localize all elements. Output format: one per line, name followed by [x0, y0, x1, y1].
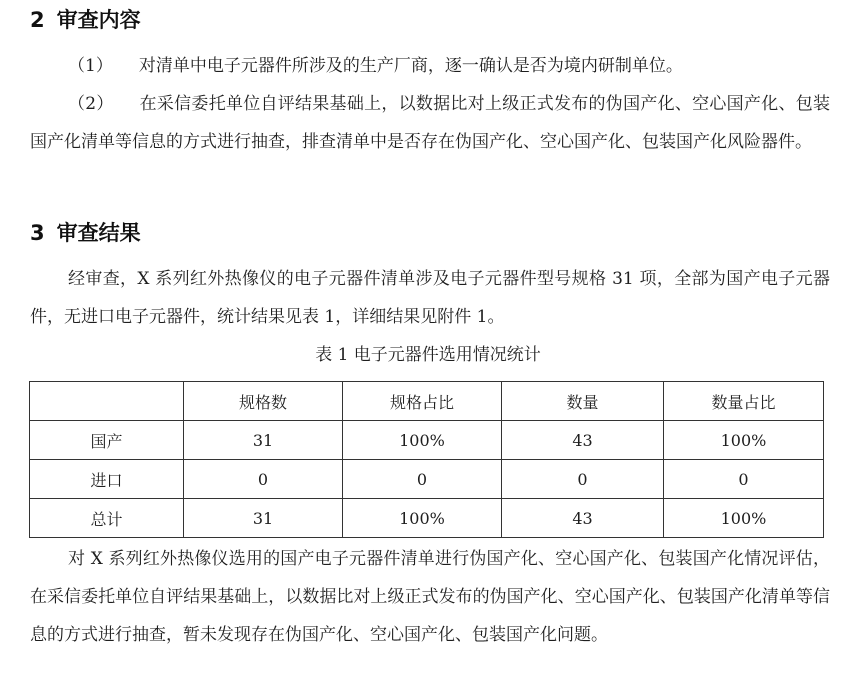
- table-cell: 0: [343, 460, 502, 499]
- table-cell: 100%: [664, 421, 824, 460]
- item-1-index: （1）: [68, 56, 113, 76]
- section-3-paragraph-2: 对 X 系列红外热像仪选用的国产电子元器件清单进行伪国产化、空心国产化、包装国产化情况评估，在采信委托单位自评结果基础上，以数据比对上级正式发布的伪国产化、空心国产化、包装国产化清单等信息的方式进行抽查，暂未发现存在伪国产化、空心国产化、包装国产化问题。: [30, 549, 830, 645]
- table-cell: 国产: [30, 421, 184, 460]
- table-header-cell: [30, 382, 184, 421]
- table-row: [30, 499, 824, 538]
- section-2-number: 2: [30, 8, 45, 32]
- table-header-cell: 数量占比: [664, 382, 824, 421]
- table-cell: 0: [184, 460, 343, 499]
- section-2-item-2: [30, 85, 830, 161]
- item-1-text: 对清单中电子元器件所涉及的生产厂商，逐一确认是否为境内研制单位。: [138, 56, 683, 76]
- section-2-title: 审查内容: [56, 8, 141, 32]
- table-cell: 100%: [343, 499, 502, 538]
- table-row: [30, 460, 824, 499]
- section-3-title: 审查结果: [56, 221, 141, 245]
- table-cell: 31: [184, 421, 343, 460]
- section-3-heading: [30, 219, 141, 247]
- table-header-cell: 数量: [502, 382, 664, 421]
- table-header-cell: 规格占比: [343, 382, 502, 421]
- section-3-number: 3: [30, 221, 45, 245]
- table-cell: 进口: [30, 460, 184, 499]
- section-2-heading: [30, 6, 141, 34]
- table-cell: 0: [502, 460, 664, 499]
- table-header-cell: 规格数: [184, 382, 343, 421]
- table-cell: 43: [502, 499, 664, 538]
- table-header-row: [30, 382, 824, 421]
- table-cell: 0: [664, 460, 824, 499]
- table-cell: 31: [184, 499, 343, 538]
- table-cell: 总计: [30, 499, 184, 538]
- table-cell: 100%: [664, 499, 824, 538]
- section-3-paragraph-1: 经审查，X 系列红外热像仪的电子元器件清单涉及电子元器件型号规格 31 项，全部为国产电子元器件，无进口电子元器件，统计结果见表 1，详细结果见附件 1。: [30, 269, 830, 327]
- component-stats-table: [29, 381, 824, 538]
- table-cell: 43: [502, 421, 664, 460]
- item-2-index: （2）: [68, 94, 114, 114]
- table-cell: 100%: [343, 421, 502, 460]
- table-row: [30, 421, 824, 460]
- item-2-text: 在采信委托单位自评结果基础上，以数据比对上级正式发布的伪国产化、空心国产化、包装国产化清单等信息的方式进行抽查，排查清单中是否存在伪国产化、空心国产化、包装国产化风险器件。: [30, 94, 830, 152]
- section-2-item-1: [30, 47, 830, 85]
- table-caption: 表 1 电子元器件选用情况统计: [315, 345, 541, 365]
